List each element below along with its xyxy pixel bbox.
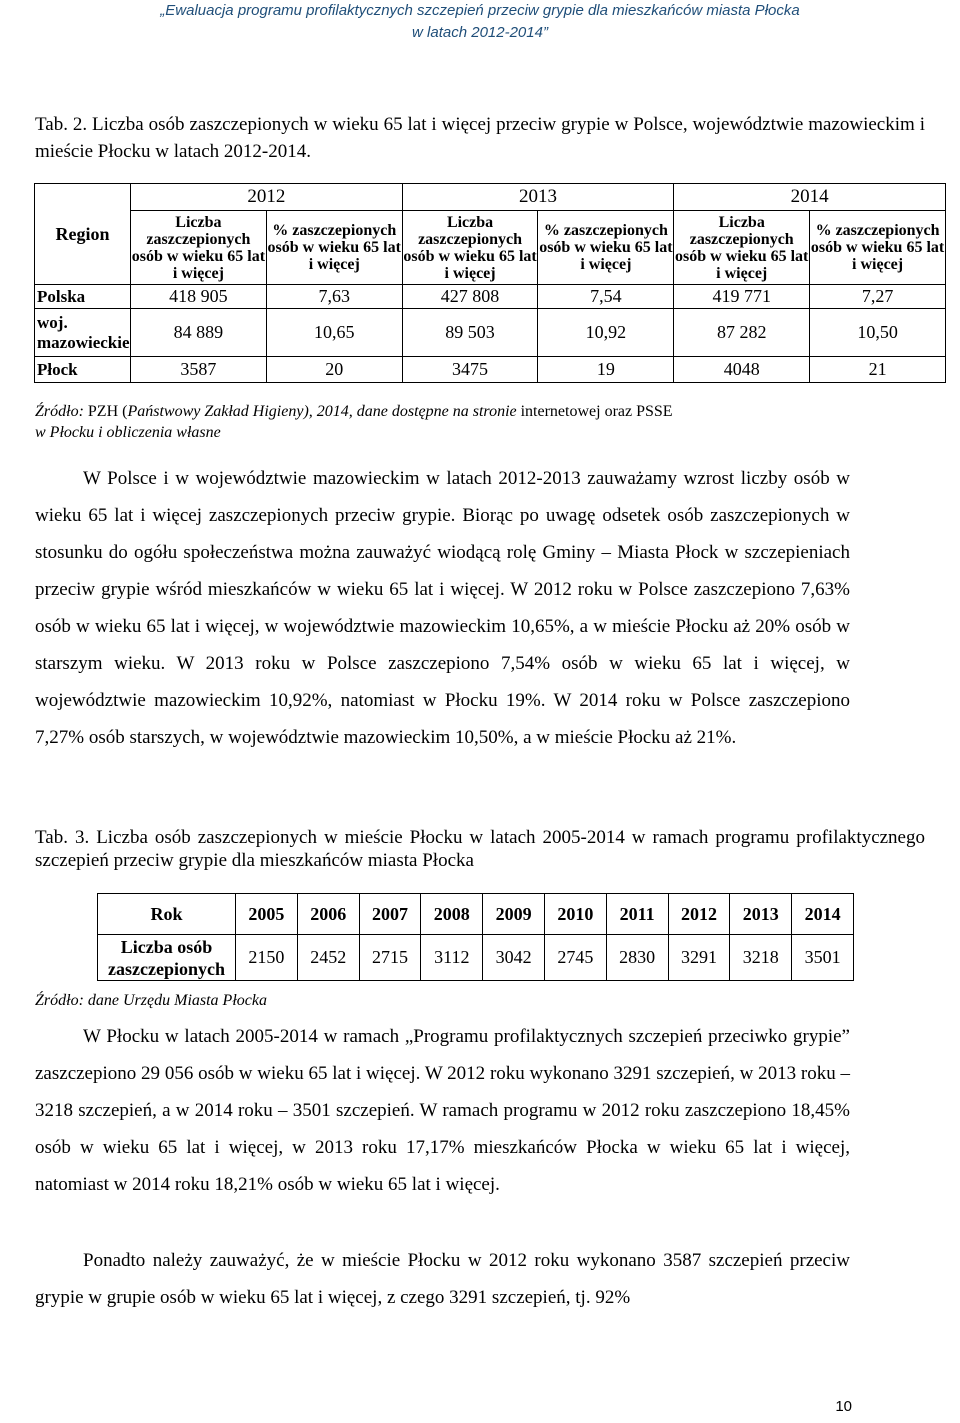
cell: 3587 [130,357,266,383]
value-cell: 2830 [606,935,668,981]
value-cell: 3042 [483,935,545,981]
year-cell: 2012 [668,894,730,935]
row-label: Płock [35,357,131,383]
cell: 20 [266,357,402,383]
year-header-2014: 2014 [674,184,946,211]
table-row [98,894,854,935]
table2-source [35,401,925,443]
year-cell: 2005 [236,894,298,935]
source-line-2: w Płocku i obliczenia własne [35,424,221,441]
table3-source: Źródło: dane Urzędu Miasta Płocka [35,992,267,1009]
cell: 7,54 [538,285,674,309]
paragraph-3: Ponadto należy zauważyć, że w mieście Płocku w 2012 roku wykonano 3587 szczepień przeciw grypie w grupie osób w wieku 65 lat i więcej, z czego 3291 szczepień, tj. 92% [35,1250,850,1308]
year-cell: 2008 [421,894,483,935]
year-cell: 2011 [606,894,668,935]
source-italic-1: Źródło: [35,403,88,420]
year-cell: 2013 [730,894,792,935]
cell: 21 [810,357,946,383]
table-row [98,935,854,981]
value-cell: 2715 [359,935,421,981]
col-pct-header: % zaszczepionych osób w wieku 65 lat i więcej [538,211,674,285]
row-label: woj. mazowieckie [35,309,131,357]
value-cell: 3112 [421,935,483,981]
year-cell: 2014 [792,894,854,935]
cell: 84 889 [130,309,266,357]
cell: 427 808 [402,285,538,309]
value-cell: 2150 [236,935,298,981]
table-row [35,309,946,357]
row-label: Polska [35,285,131,309]
table3 [97,893,854,981]
col-count-header: Liczba zaszczepionych osób w wieku 65 lat i więcej [402,211,538,285]
col-pct-header: % zaszczepionych osób w wieku 65 lat i więcej [266,211,402,285]
year-header-2013: 2013 [402,184,674,211]
year-header-2012: 2012 [130,184,402,211]
source-plain-2: internetowej oraz PSSE [516,403,673,420]
source-plain-1: PZH ( [87,403,128,420]
col-count-header: Liczba zaszczepionych osób w wieku 65 lat i więcej [674,211,810,285]
table2-caption: Tab. 2. Liczba osób zaszczepionych w wieku 65 lat i więcej przeciw grypie w Polsce, województwie mazowieckim i mieście Płocku w latach 2012-2014. [35,114,925,162]
table-row [35,285,946,309]
table3-caption: Tab. 3. Liczba osób zaszczepionych w mieście Płocku w latach 2005-2014 w ramach programu profilaktycznego szczepień przeciw grypie dla mieszkańców miasta Płocka [35,827,925,871]
cell: 89 503 [402,309,538,357]
year-cell: 2007 [359,894,421,935]
value-cell: 2745 [544,935,606,981]
cell: 10,50 [810,309,946,357]
region-header: Region [35,184,131,285]
cell: 7,63 [266,285,402,309]
header-line-2: w latach 2012-2014” [412,24,548,41]
cell: 10,92 [538,309,674,357]
row-label: Rok [98,894,236,935]
cell: 418 905 [130,285,266,309]
page-number: 10 [835,1398,852,1415]
year-cell: 2006 [297,894,359,935]
row-label: Liczba osób zaszczepionych [98,935,236,981]
value-cell: 3291 [668,935,730,981]
cell: 419 771 [674,285,810,309]
value-cell: 3501 [792,935,854,981]
value-cell: 3218 [730,935,792,981]
year-cell: 2009 [483,894,545,935]
value-cell: 2452 [297,935,359,981]
cell: 87 282 [674,309,810,357]
paragraph-1: W Polsce i w województwie mazowieckim w latach 2012-2013 zauważamy wzrost liczby osób w wieku 65 lat i więcej zaszczepionych przeciw grypie. Biorąc po uwagę odsetek osób zaszczepionych w stosunku do ogółu społeczeństwa można zauważyć wiodącą rolę Gminy – Miasta Płock w szczepieniach przeciw grypie wśród mieszkańców w wieku 65 lat i więcej. W 2012 roku w Polsce zaszczepiono 7,63% osób w wieku 65 lat i więcej, w województwie mazowieckim 10,65%, a w mieście Płocku aż 20% osób w starszym wieku. W 2013 roku w Polsce zaszczepiono 7,54% osób w wieku 65 lat i więcej, w województwie mazowieckim 10,92%, natomiast w Płocku 19%. W 2014 roku w Polsce zaszczepiono 7,27% osób starszych, w województwie mazowieckim 10,50%, a w mieście Płocku aż 21%. [35,468,850,748]
col-count-header: Liczba zaszczepionych osób w wieku 65 lat i więcej [130,211,266,285]
table2 [34,183,946,383]
cell: 3475 [402,357,538,383]
table-row [35,357,946,383]
col-pct-header: % zaszczepionych osób w wieku 65 lat i więcej [810,211,946,285]
year-cell: 2010 [544,894,606,935]
running-header [0,0,960,44]
cell: 10,65 [266,309,402,357]
cell: 19 [538,357,674,383]
cell: 4048 [674,357,810,383]
header-line-1: „Ewaluacja programu profilaktycznych szczepień przeciw grypie dla mieszkańców miasta Płocka [160,2,800,19]
paragraph-2: W Płocku w latach 2005-2014 w ramach „Programu profilaktycznych szczepień przeciwko grypie” zaszczepiono 29 056 osób w wieku 65 lat i więcej. W 2012 roku wykonano 3291 szczepień, w 2013 roku – 3218 szczepień, a w 2014 roku – 3501 szczepień. W ramach programu w 2012 roku zaszczepiono 18,45% osób w wieku 65 lat i więcej, w 2013 roku 17,17% mieszkańców Płocka w wieku 65 lat i więcej, natomiast w 2014 roku 18,21% osób w wieku 65 lat i więcej. [35,1026,850,1195]
source-italic-2: Państwowy Zakład Higieny), 2014, dane dostępne na stronie [127,403,517,420]
cell: 7,27 [810,285,946,309]
